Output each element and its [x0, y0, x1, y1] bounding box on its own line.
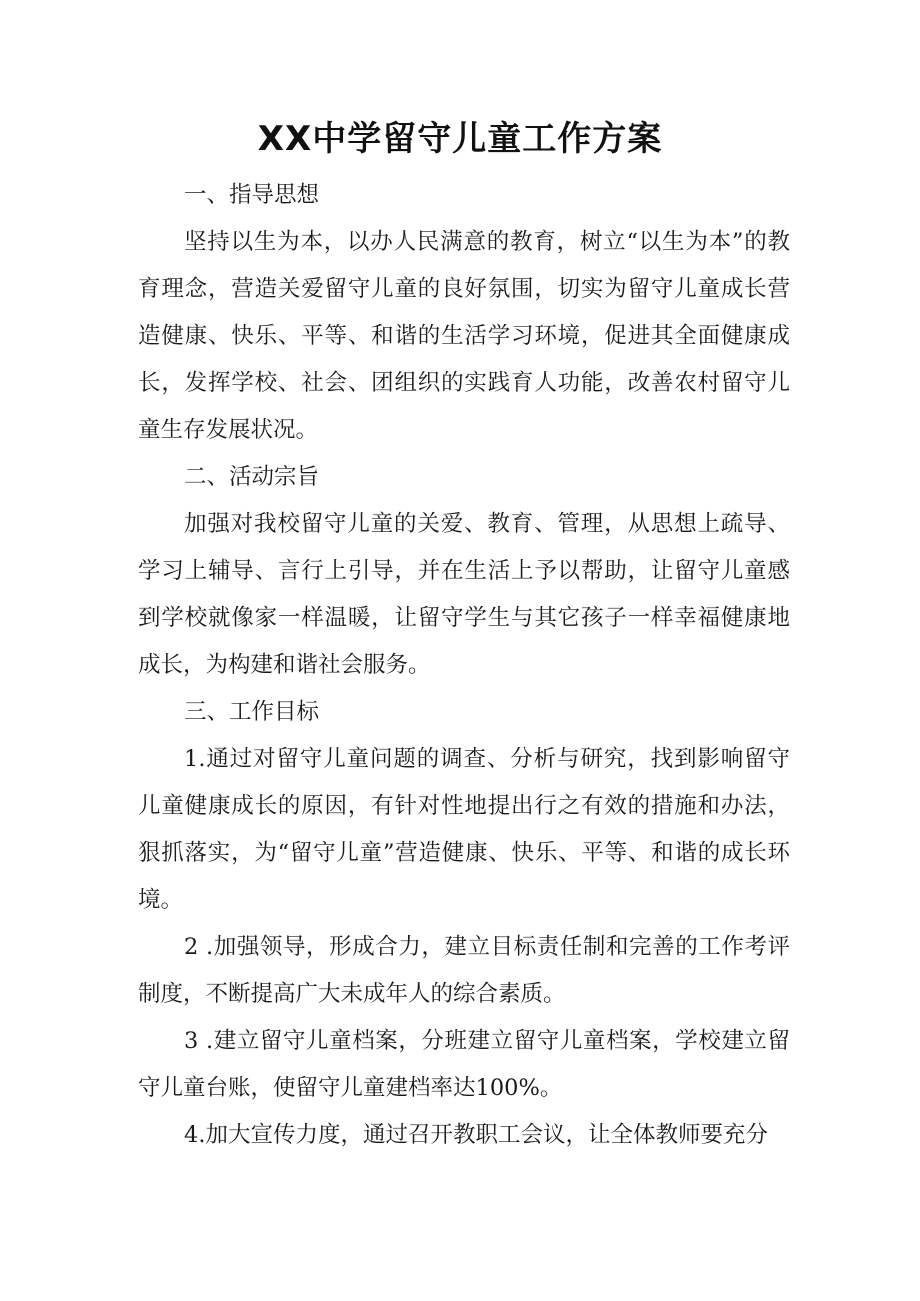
section-heading-activity-purpose: 二、活动宗旨 — [184, 464, 320, 490]
section-heading-work-goals: 三、工作目标 — [184, 699, 320, 725]
paragraph-goal-3: 3 .建立留守儿童档案，分班建立留守儿童档案，学校建立留守儿童台账，使留守儿童建档率达100%。 — [138, 1028, 790, 1101]
paragraph-goal-4: 4.加大宣传力度，通过召开教职工会议，让全体教师要充分 — [184, 1122, 768, 1148]
section-heading-guiding-ideology: 一、指导思想 — [184, 182, 320, 208]
paragraph-goal-1: 1.通过对留守儿童问题的调查、分析与研究，找到影响留守儿童健康成长的原因，有针对性地提出行之有效的措施和办法，狠抓落实，为“留守儿童”营造健康、快乐、平等、和谐的成长环境。 — [138, 746, 790, 913]
paragraph-activity-purpose: 加强对我校留守儿童的关爱、教育、管理，从思想上疏导、学习上辅导、言行上引导，并在生活上予以帮助，让留守儿童感到学校就像家一样温暖，让留守学生与其它孩子一样幸福健康地成长，为构建和谐社会服务。 — [138, 511, 790, 678]
paragraph-guiding-ideology: 坚持以生为本，以办人民满意的教育，树立“以生为本”的教育理念，营造关爱留守儿童的良好氛围，切实为留守儿童成长营造健康、快乐、平等、和谐的生活学习环境，促进其全面健康成长，发挥学校、社会、团组织的实践育人功能，改善农村留守儿童生存发展状况。 — [138, 229, 790, 443]
document-body — [138, 172, 790, 1159]
document-title: XX中学留守儿童工作方案 — [257, 119, 663, 159]
paragraph-goal-2: 2 .加强领导，形成合力，建立目标责任制和完善的工作考评制度，不断提高广大未成年人的综合素质。 — [138, 934, 790, 1007]
